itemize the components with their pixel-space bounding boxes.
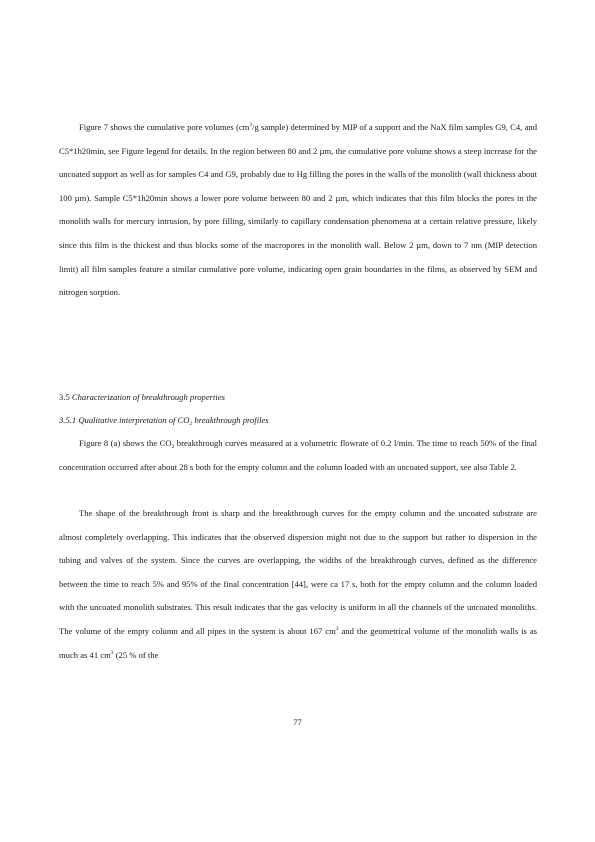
text-run: Qualitative interpretation of CO xyxy=(78,415,190,425)
text-run: breakthrough profiles xyxy=(192,415,269,425)
text-run: and the geometrical volume of the monolith walls is as much as 41 cm xyxy=(59,625,538,660)
paragraph-breakthrough-front xyxy=(59,502,537,667)
section-title: Characterization of breakthrough properties xyxy=(71,392,225,402)
subsection-number: 3.5.1 xyxy=(59,415,77,425)
text-run: Figure 7 shows the cumulative pore volumes (cm xyxy=(79,122,250,132)
superscript: 3 xyxy=(110,649,114,656)
section-number: 3.5 xyxy=(59,392,70,402)
paragraph-mip-pore-volumes xyxy=(59,116,537,305)
paragraph-co2-breakthrough xyxy=(59,432,537,479)
paragraph-text xyxy=(59,432,537,479)
subscript: 2 xyxy=(171,444,175,450)
text-run: The shape of the breakthrough front is sharp and the breakthrough curves for the empty column and the uncoated substrate are almost completely overlapping. This indicates that the observed dispersion might not due to the support but rather to dispersion in the tubing and valves of the system. Since the curves are overlapping, the widths of the breakthrough curves, defined as the difference between the time to reach 5% and 95% of the final concentration [44], were ca 17 s, both for the empty column and the column loaded with the uncoated monolith substrates. This result indicates that the gas velocity is uniform in all the channels of the uncoated monoliths. The volume of the empty column and all pipes in the system is about 167 cm xyxy=(59,508,537,636)
subscript: 2 xyxy=(189,421,193,427)
text-run: /g sample) determined by MIP of a support and the NaX film samples G9, C4, and C5*1h20min, see Figure legend for details. In the region between 80 and 2 µm, the cumulative pore volume shows a steep increase for the uncoated support as well as for samples C4 and G9, probably due to Hg filling the pores in the walls of the monolith (wall thickness about 100 µm). Sample C5*1h20min shows a lower pore volume between 80 and 2 µm, which indicates that this film blocks the pores in the monolith walls for mercury intrusion, by pore filling, similarly to capillary condensation phenomena at a certain relative pressure, likely since this film is the thickest and thus blocks some of the macropores in the monolith wall. Below 2 µm, down to 7 nm (MIP detection limit) all film samples feature a similar cumulative pore volume, indicating open grain boundaries in the films, as observed by SEM and nitrogen sorption. xyxy=(59,122,537,298)
superscript: 3 xyxy=(335,625,339,632)
paragraph-text xyxy=(59,502,537,667)
text-run: Figure 8 (a) shows the CO xyxy=(79,438,172,448)
page-number: 77 xyxy=(293,717,302,727)
superscript: 3 xyxy=(249,122,253,128)
text-run: (25 % of the xyxy=(113,649,159,660)
section-heading-3-5 xyxy=(59,390,225,404)
subsection-heading-3-5-1 xyxy=(59,413,269,427)
subsection-title xyxy=(78,415,268,425)
text-run: breakthrough curves measured at a volumetric flowrate of 0.2 l/min. The time to reach 50% of the final concentration occurred after about 28 s both for the empty column and the column loaded with an uncoated support, see also Table 2. xyxy=(59,438,537,472)
paragraph-text xyxy=(59,116,537,305)
